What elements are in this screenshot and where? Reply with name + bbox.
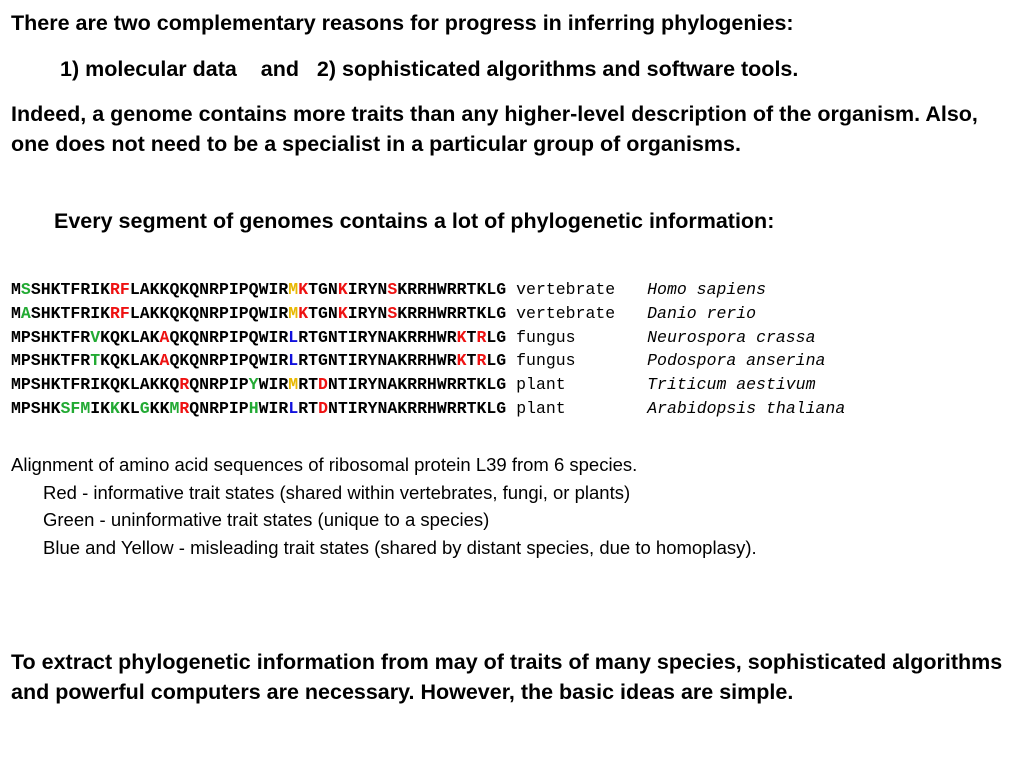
alignment-row bbox=[11, 373, 845, 397]
alignment-row bbox=[11, 278, 845, 302]
residue-run: T bbox=[466, 327, 477, 347]
residue-run: KL bbox=[119, 398, 140, 418]
caption-title: Alignment of amino acid sequences of ribosomal protein L39 from 6 species. bbox=[11, 454, 638, 475]
taxon-group: plant bbox=[516, 375, 566, 395]
residue-green: S bbox=[20, 280, 31, 299]
residue-blue: L bbox=[288, 398, 299, 418]
amino-acid-sequence bbox=[11, 278, 506, 302]
species-name: Triticum aestivum bbox=[647, 375, 816, 395]
residue-run: MPSHKTFRIKQKLAKKQ bbox=[11, 375, 180, 395]
amino-acid-sequence bbox=[11, 326, 506, 350]
residue-run: SHKTFRIK bbox=[30, 303, 111, 323]
residue-run: QKQNRPIPQWIR bbox=[169, 351, 289, 371]
residue-run: IRYN bbox=[347, 280, 388, 299]
caption-green-note: Green - uninformative trait states (unique to a species) bbox=[43, 509, 490, 530]
residue-red: K bbox=[456, 351, 467, 371]
alignment-row bbox=[11, 302, 845, 326]
residue-red: K bbox=[298, 303, 309, 323]
genome-paragraph: Indeed, a genome contains more traits than any higher-level description of the organism. Also, one does not need to be a specialist in a particular group of organisms. bbox=[11, 102, 978, 156]
taxon-group: vertebrate bbox=[516, 303, 616, 323]
residue-blue: L bbox=[288, 351, 299, 371]
residue-run: IRYN bbox=[347, 303, 388, 323]
sequence-alignment bbox=[11, 278, 845, 421]
reasons-list bbox=[60, 54, 1010, 84]
taxon-group: vertebrate bbox=[516, 280, 616, 299]
residue-red: K bbox=[337, 280, 348, 299]
residue-run: RT bbox=[298, 375, 318, 395]
residue-red: R bbox=[179, 375, 190, 395]
residue-run: KRRHWRRTKLG bbox=[397, 303, 507, 323]
residue-red: D bbox=[318, 375, 328, 395]
residue-red: K bbox=[456, 327, 467, 347]
residue-run: RT bbox=[298, 398, 319, 418]
alignment-row bbox=[11, 349, 845, 373]
conclusion-paragraph: To extract phylogenetic information from may of traits of many species, sophisticated algorithms and powerful computers are necessary. However, the basic ideas are simple. bbox=[11, 650, 1003, 704]
residue-green: H bbox=[248, 398, 259, 418]
residue-green: M bbox=[169, 398, 180, 418]
residue-red: A bbox=[159, 327, 170, 347]
residue-run: M bbox=[11, 303, 21, 323]
amino-acid-sequence bbox=[11, 397, 506, 421]
residue-green: G bbox=[139, 398, 150, 418]
caption-blue-yellow-note: Blue and Yellow - misleading trait states (shared by distant species, due to homoplasy). bbox=[43, 536, 757, 558]
residue-red: RF bbox=[110, 280, 130, 299]
residue-green: Y bbox=[248, 375, 259, 395]
residue-red: R bbox=[476, 351, 487, 371]
residue-yellow: M bbox=[288, 375, 299, 395]
residue-run: QNRPIP bbox=[189, 398, 249, 418]
reason-molecular-data: 1) molecular data bbox=[60, 57, 237, 81]
residue-run: LG bbox=[486, 351, 507, 371]
amino-acid-sequence bbox=[11, 302, 506, 326]
residue-run: T bbox=[466, 351, 477, 371]
taxon-group: plant bbox=[516, 398, 566, 418]
intro-statement: There are two complementary reasons for progress in inferring phylogenies: bbox=[11, 11, 794, 35]
residue-yellow: M bbox=[288, 303, 299, 323]
species-name: Podospora anserina bbox=[647, 351, 826, 371]
residue-red: R bbox=[179, 398, 190, 418]
reasons-joiner: and bbox=[260, 57, 299, 81]
caption-red-note: Red - informative trait states (shared within vertebrates, fungi, or plants) bbox=[43, 481, 631, 503]
residue-run: LAKKQKQNRPIPQWIR bbox=[129, 280, 289, 299]
residue-yellow: M bbox=[288, 280, 299, 299]
residue-red: A bbox=[159, 351, 170, 371]
residue-run: KQKLAK bbox=[100, 351, 160, 371]
residue-run: SHKTFRIK bbox=[30, 280, 111, 299]
residue-run: RTGNTIRYNAKRRHWR bbox=[298, 327, 457, 347]
residue-run: RTGNTIRYNAKRRHWR bbox=[298, 351, 457, 371]
residue-red: K bbox=[298, 280, 309, 299]
species-name: Homo sapiens bbox=[647, 280, 766, 299]
residue-run: WIR bbox=[258, 398, 289, 418]
alignment-caption bbox=[11, 451, 1016, 561]
taxon-group: fungus bbox=[516, 327, 576, 347]
residue-run: IK bbox=[90, 398, 111, 418]
species-name: Danio rerio bbox=[647, 303, 757, 323]
residue-run: MPSHKTFR bbox=[11, 351, 91, 371]
residue-run: KK bbox=[149, 398, 170, 418]
residue-run: MPSHKTFR bbox=[11, 327, 91, 347]
residue-run: QKQNRPIPQWIR bbox=[169, 327, 289, 347]
residue-run: LAKKQKQNRPIPQWIR bbox=[129, 303, 289, 323]
species-name: Arabidopsis thaliana bbox=[647, 398, 846, 418]
residue-run: TGN bbox=[308, 303, 338, 323]
amino-acid-sequence bbox=[11, 349, 506, 373]
residue-run: NTIRYNAKRRHWRRTKLG bbox=[327, 398, 507, 418]
residue-run: QNRPIP bbox=[189, 375, 249, 395]
reason-algorithms: 2) sophisticated algorithms and software tools. bbox=[316, 57, 799, 81]
residue-green: A bbox=[20, 303, 31, 323]
residue-run: KRRHWRRTKLG bbox=[397, 280, 507, 299]
residue-red: RF bbox=[110, 303, 130, 323]
residue-red: D bbox=[318, 398, 328, 418]
every-segment-statement: Every segment of genomes contains a lot of phylogenetic information: bbox=[54, 209, 775, 233]
alignment-row bbox=[11, 397, 845, 421]
species-name: Neurospora crassa bbox=[647, 327, 816, 347]
residue-green: K bbox=[110, 398, 120, 418]
residue-run: NTIRYNAKRRHWRRTKLG bbox=[327, 375, 507, 395]
residue-run: KQKLAK bbox=[100, 327, 160, 347]
residue-red: K bbox=[337, 303, 348, 323]
residue-green: T bbox=[90, 351, 101, 371]
residue-red: R bbox=[476, 327, 487, 347]
residue-run: TGN bbox=[308, 280, 338, 299]
residue-red: S bbox=[387, 303, 398, 323]
residue-run: M bbox=[11, 280, 21, 299]
residue-run: MPSHK bbox=[11, 398, 61, 418]
residue-blue: L bbox=[288, 327, 299, 347]
amino-acid-sequence bbox=[11, 373, 506, 397]
residue-run: WIR bbox=[258, 375, 289, 395]
residue-run: LG bbox=[486, 327, 507, 347]
alignment-row bbox=[11, 326, 845, 350]
residue-green: SFM bbox=[60, 398, 91, 418]
residue-red: S bbox=[387, 280, 398, 299]
residue-green: V bbox=[90, 327, 101, 347]
taxon-group: fungus bbox=[516, 351, 576, 371]
